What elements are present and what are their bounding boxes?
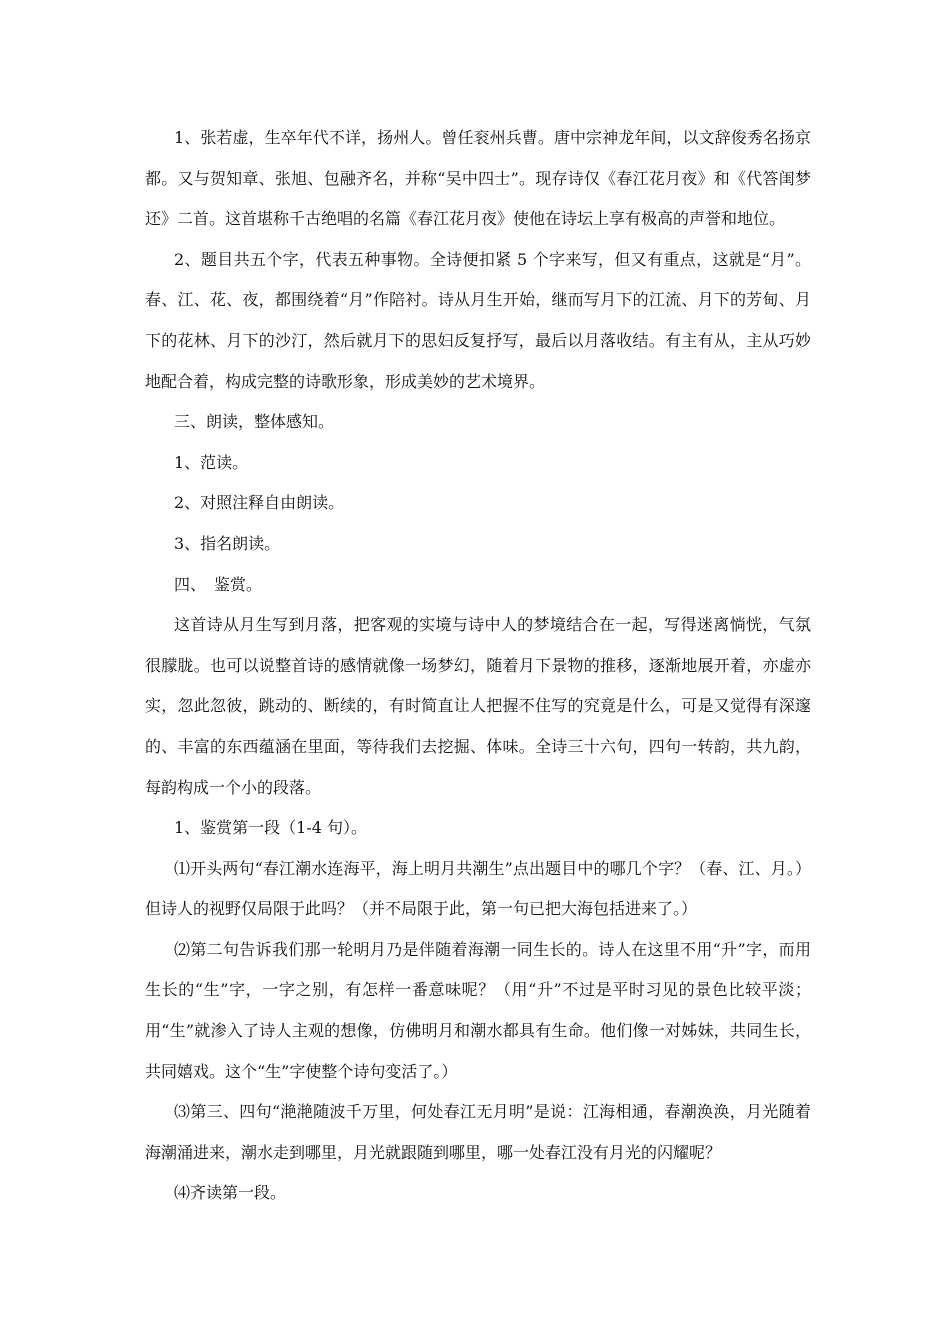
section-heading-appreciation: 四、 鉴赏。 [174,574,263,594]
paragraph-title-analysis: 2、题目共五个字，代表五种事物。全诗便扣紧 5 个字来写，但又有重点，这就是“月”。春、江、花、夜，都围绕着“月”作陪衬。诗从月生开始，继而写月下的江流、月下的芳甸、月下的花林、月下的沙汀，然后就月下的思妇反复抒写，最后以月落收结。有主有从，主从巧妙地配合着，构成完整的诗歌形象，形成美妙的艺术境界。 [145,249,811,391]
question-2: ⑵第二句告诉我们那一轮明月乃是伴随着海潮一同生长的。诗人在这里不用“升”字，而用生长的“生”字，一字之别，有怎样一番意味呢？（用“升”不过是平时习见的景色比较平淡；用“生”就渗入了诗人主观的想像，仿佛明月和潮水都具有生命。他们像一对姊妹，共同生长，共同嬉戏。这个“生”字使整个诗句变活了。） [145,939,811,1081]
question-1: ⑴开头两句“春江潮水连海平，海上明月共潮生”点出题目中的哪几个字？（春、江、月。）但诗人的视野仅局限于此吗？（并不局限于此，第一句已把大海包括进来了。） [145,858,811,919]
document-body [145,118,811,1214]
question-3: ⑶第三、四句“滟滟随波千万里，何处春江无月明”是说：江海相通，春潮涣涣，月光随着海潮涌进来，潮水走到哪里，月光就跟随到哪里，哪一处春江没有月光的闪耀呢？ [145,1102,811,1162]
list-item-free-reading: 2、对照注释自由朗读。 [174,493,345,513]
list-item-named-reading: 3、指名朗读。 [174,533,281,553]
paragraph-author-intro: 1、张若虚，生卒年代不详，扬州人。曾任衮州兵曹。唐中宗神龙年间，以文辞俊秀名扬京都。又与贺知章、张旭、包融齐名，并称“吴中四士”。现存诗仅《春江花月夜》和《代答闺梦还》二首。这首堪称千古绝唱的名篇《春江花月夜》使他在诗坛上享有极高的声誉和地位。 [145,128,811,229]
question-4: ⑷齐读第一段。 [174,1183,287,1203]
section-heading-reading: 三、朗读，整体感知。 [174,412,335,432]
subheading-first-stanza: 1、鉴赏第一段（1-4 句）。 [174,818,368,838]
list-item-model-reading: 1、范读。 [174,452,249,472]
paragraph-appreciation-overview: 这首诗从月生写到月落，把客观的实境与诗中人的梦境结合在一起，写得迷离惝恍，气氛很朦胧。也可以说整首诗的感情就像一场梦幻，随着月下景物的推移，逐渐地展开着，亦虚亦实，忽此忽彼，跳动的、断续的，有时简直让人把握不住写的究竟是什么，可是又觉得有深邃的、丰富的东西蕴涵在里面，等待我们去挖掘、体味。全诗三十六句，四句一转韵，共九韵，每韵构成一个小的段落。 [145,615,811,797]
